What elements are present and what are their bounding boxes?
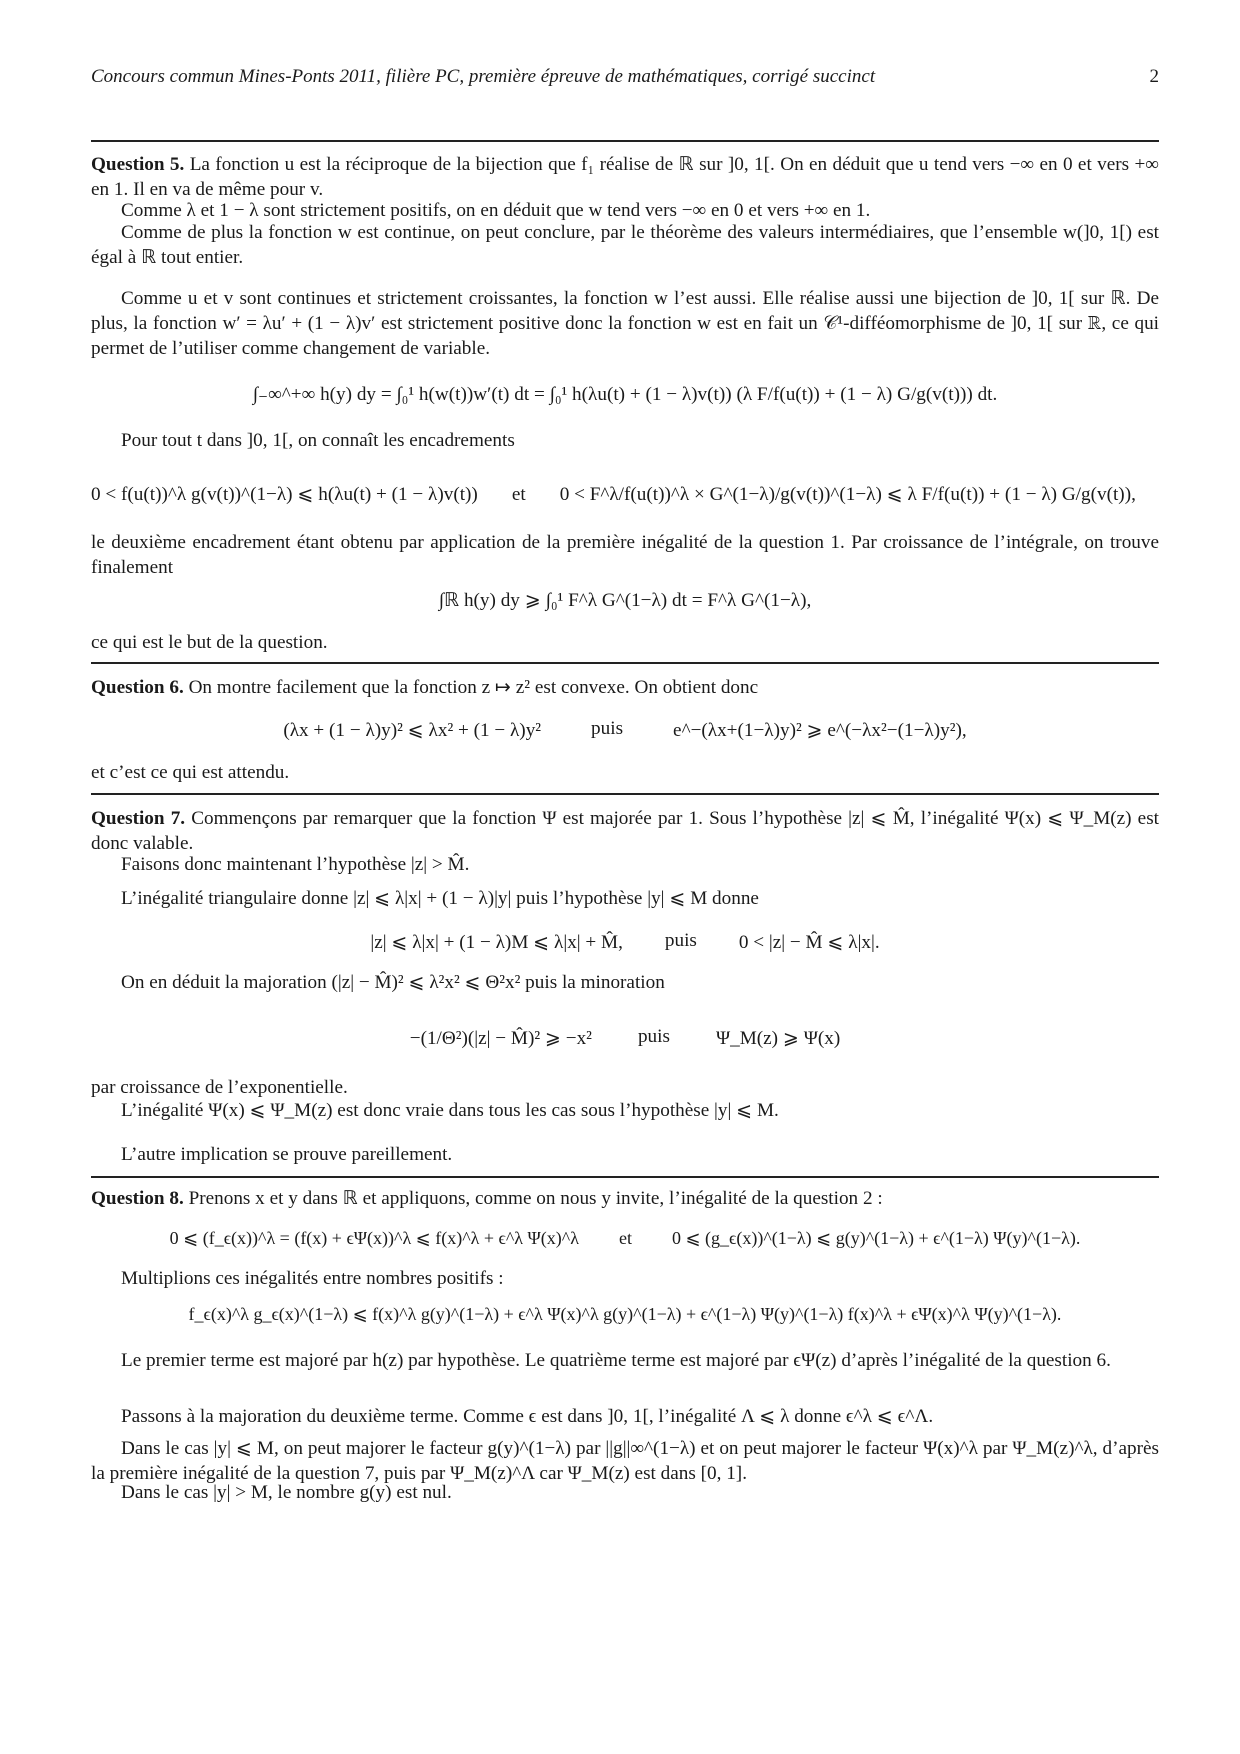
q6-eq1-right: e^−(λx+(1−λ)y)² ⩾ e^(−λx²−(1−λ)y²),: [673, 720, 967, 741]
q6-equation-1: [91, 718, 1159, 742]
q7-text-1: Commençons par remarquer que la fonction Ψ est majorée par 1. Sous l’hypothèse |z| ⩽ M̂, l’inégalité Ψ(x) ⩽ Ψ_M(z) est donc valable.: [91, 808, 1159, 854]
q7-eq2-right: Ψ_M(z) ⩾ Ψ(x): [715, 1028, 841, 1049]
q8-equation-2: f_ϵ(x)^λ g_ϵ(x)^(1−λ) ⩽ f(x)^λ g(y)^(1−λ) + ϵ^λ Ψ(x)^λ g(y)^(1−λ) + ϵ^(1−λ) Ψ(y)^(1−λ) f(x)^λ + ϵΨ(x)^λ Ψ(y)^(1−λ).: [188, 1304, 1062, 1324]
q7-paragraph-7: L’autre implication se prouve pareillement.: [121, 1144, 453, 1165]
q5-paragraph-2: Comme λ et 1 − λ sont strictement positifs, on en déduit que w tend vers −∞ en 0 et vers +∞ en 1.: [121, 200, 871, 221]
q5-paragraph-4: Comme u et v sont continues et strictement croissantes, la fonction w l’est aussi. Elle réalise aussi une bijection de ]0, 1[ sur ℝ. De plus, la fonction w′ = λu′ + (1 − λ)v′ est strictement positive donc la fonction w est en fait un 𝒞¹-difféomorphisme de ]0, 1[ sur ℝ, ce qui permet de l’utiliser comme changement de variable.: [91, 288, 1159, 359]
q5-eq2-right: 0 < F^λ/f(u(t))^λ × G^(1−λ)/g(v(t))^(1−λ) ⩽ λ F/f(u(t)) + (1 − λ) G/g(v(t)),: [559, 484, 1136, 505]
q7-paragraph-3: L’inégalité triangulaire donne |z| ⩽ λ|x| + (1 − λ)|y| puis l’hypothèse |y| ⩽ M donne: [121, 888, 759, 909]
q7-paragraph-2: Faisons donc maintenant l’hypothèse |z| > M̂.: [121, 854, 470, 875]
q5-text-1: La fonction u est la réciproque de la bijection que f₁ réalise de ℝ sur ]0, 1[. On en déduit que u tend vers −∞ en 0 et vers +∞ en 1. Il en va de même pour v.: [91, 154, 1159, 200]
q8-paragraph-6: Dans le cas |y| > M, le nombre g(y) est nul.: [121, 1482, 452, 1503]
q5-equation-2: [91, 482, 1159, 507]
q7-eq1-right: 0 < |z| − M̂ ⩽ λ|x|.: [738, 932, 880, 953]
q5-label: Question 5.: [91, 154, 185, 175]
q8-paragraph-5: Dans le cas |y| ⩽ M, on peut majorer le facteur g(y)^(1−λ) par ||g||∞^(1−λ) et on peut majorer le facteur Ψ(x)^λ par Ψ_M(z)^λ, d’après la première inégalité de la question 7, puis par Ψ_M(z)^Λ car Ψ_M(z) est dans [0, 1].: [91, 1438, 1159, 1484]
q5-paragraph-3: Comme de plus la fonction w est continue, on peut conclure, par le théorème des valeurs intermédiaires, que l’ensemble w(]0, 1[) est égal à ℝ tout entier.: [91, 222, 1159, 268]
q8-paragraph-3: Le premier terme est majoré par h(z) par hypothèse. Le quatrième terme est majoré par ϵΨ(z) d’après l’inégalité de la question 6.: [121, 1350, 1111, 1371]
q6-label: Question 6.: [91, 677, 184, 698]
q8-eq1-left: 0 ⩽ (f_ϵ(x))^λ = (f(x) + ϵΨ(x))^λ ⩽ f(x)^λ + ϵ^λ Ψ(x)^λ: [169, 1228, 579, 1248]
q8-paragraph-4: Passons à la majoration du deuxième terme. Comme ϵ est dans ]0, 1[, l’inégalité Λ ⩽ λ donne ϵ^λ ⩽ ϵ^Λ.: [121, 1406, 934, 1427]
q8-eq1-sep: et: [618, 1228, 632, 1248]
q5-paragraph-7: ce qui est le but de la question.: [91, 632, 328, 653]
q7-eq1-sep: puis: [664, 930, 697, 951]
page-number: 2: [1149, 66, 1159, 87]
q8-equation-1: [91, 1226, 1159, 1251]
q7-paragraph-6: L’inégalité Ψ(x) ⩽ Ψ_M(z) est donc vraie dans tous les cas sous l’hypothèse |y| ⩽ M.: [121, 1100, 779, 1121]
header-title: Concours commun Mines-Ponts 2011, filière PC, première épreuve de mathématiques, corrigé succinct: [91, 66, 876, 87]
q6-text-1: On montre facilement que la fonction z ↦ z² est convexe. On obtient donc: [183, 677, 759, 698]
q5-eq2-left: 0 < f(u(t))^λ g(v(t))^(1−λ) ⩽ h(λu(t) + (1 − λ)v(t)): [91, 484, 478, 505]
section-divider: [91, 793, 1159, 795]
q6-eq1-sep: puis: [591, 718, 624, 739]
q6-paragraph-2: et c’est ce qui est attendu.: [91, 762, 290, 783]
q5-paragraph-6: le deuxième encadrement étant obtenu par application de la première inégalité de la question 1. Par croissance de l’intégrale, on trouve finalement: [91, 532, 1159, 578]
q8-eq1-right: 0 ⩽ (g_ϵ(x))^(1−λ) ⩽ g(y)^(1−λ) + ϵ^(1−λ) Ψ(y)^(1−λ).: [671, 1228, 1081, 1248]
q7-label: Question 7.: [91, 808, 186, 829]
q7-paragraph-4: On en déduit la majoration (|z| − M̂)² ⩽ λ²x² ⩽ Θ²x² puis la minoration: [121, 972, 665, 993]
q7-eq2-left: −(1/Θ²)(|z| − M̂)² ⩾ −x²: [409, 1028, 592, 1049]
section-divider: [91, 662, 1159, 664]
q7-eq2-sep: puis: [637, 1026, 670, 1047]
q7-eq1-left: |z| ⩽ λ|x| + (1 − λ)M ⩽ λ|x| + M̂,: [370, 932, 623, 953]
q5-eq2-sep: et: [511, 484, 526, 505]
page-header: [91, 66, 1159, 88]
q5-paragraph-1: [91, 152, 1159, 202]
q7-paragraph-5: par croissance de l’exponentielle.: [91, 1077, 348, 1098]
q5-equation-1: ∫₋∞^+∞ h(y) dy = ∫₀¹ h(w(t))w′(t) dt = ∫₀¹ h(λu(t) + (1 − λ)v(t)) (λ F/f(u(t)) + (1 − λ) G/g(v(t))) dt.: [252, 384, 998, 405]
q7-equation-1: [91, 930, 1159, 954]
q7-paragraph-1: [91, 806, 1159, 856]
document-page: [91, 0, 1159, 1754]
q6-paragraph-1: [91, 675, 1159, 700]
section-divider: [91, 140, 1159, 142]
q5-equation-3: ∫ℝ h(y) dy ⩾ ∫₀¹ F^λ G^(1−λ) dt = F^λ G^(1−λ),: [438, 590, 812, 611]
q8-label: Question 8.: [91, 1188, 184, 1209]
q7-equation-2: [91, 1026, 1159, 1050]
q5-paragraph-5: Pour tout t dans ]0, 1[, on connaît les encadrements: [121, 430, 515, 451]
q8-paragraph-2: Multiplions ces inégalités entre nombres positifs :: [121, 1268, 504, 1289]
q8-paragraph-1: [91, 1186, 1159, 1211]
q8-text-1: Prenons x et y dans ℝ et appliquons, comme on nous y invite, l’inégalité de la question 2 :: [183, 1188, 883, 1209]
section-divider: [91, 1176, 1159, 1178]
q6-eq1-left: (λx + (1 − λ)y)² ⩽ λx² + (1 − λ)y²: [283, 720, 542, 741]
